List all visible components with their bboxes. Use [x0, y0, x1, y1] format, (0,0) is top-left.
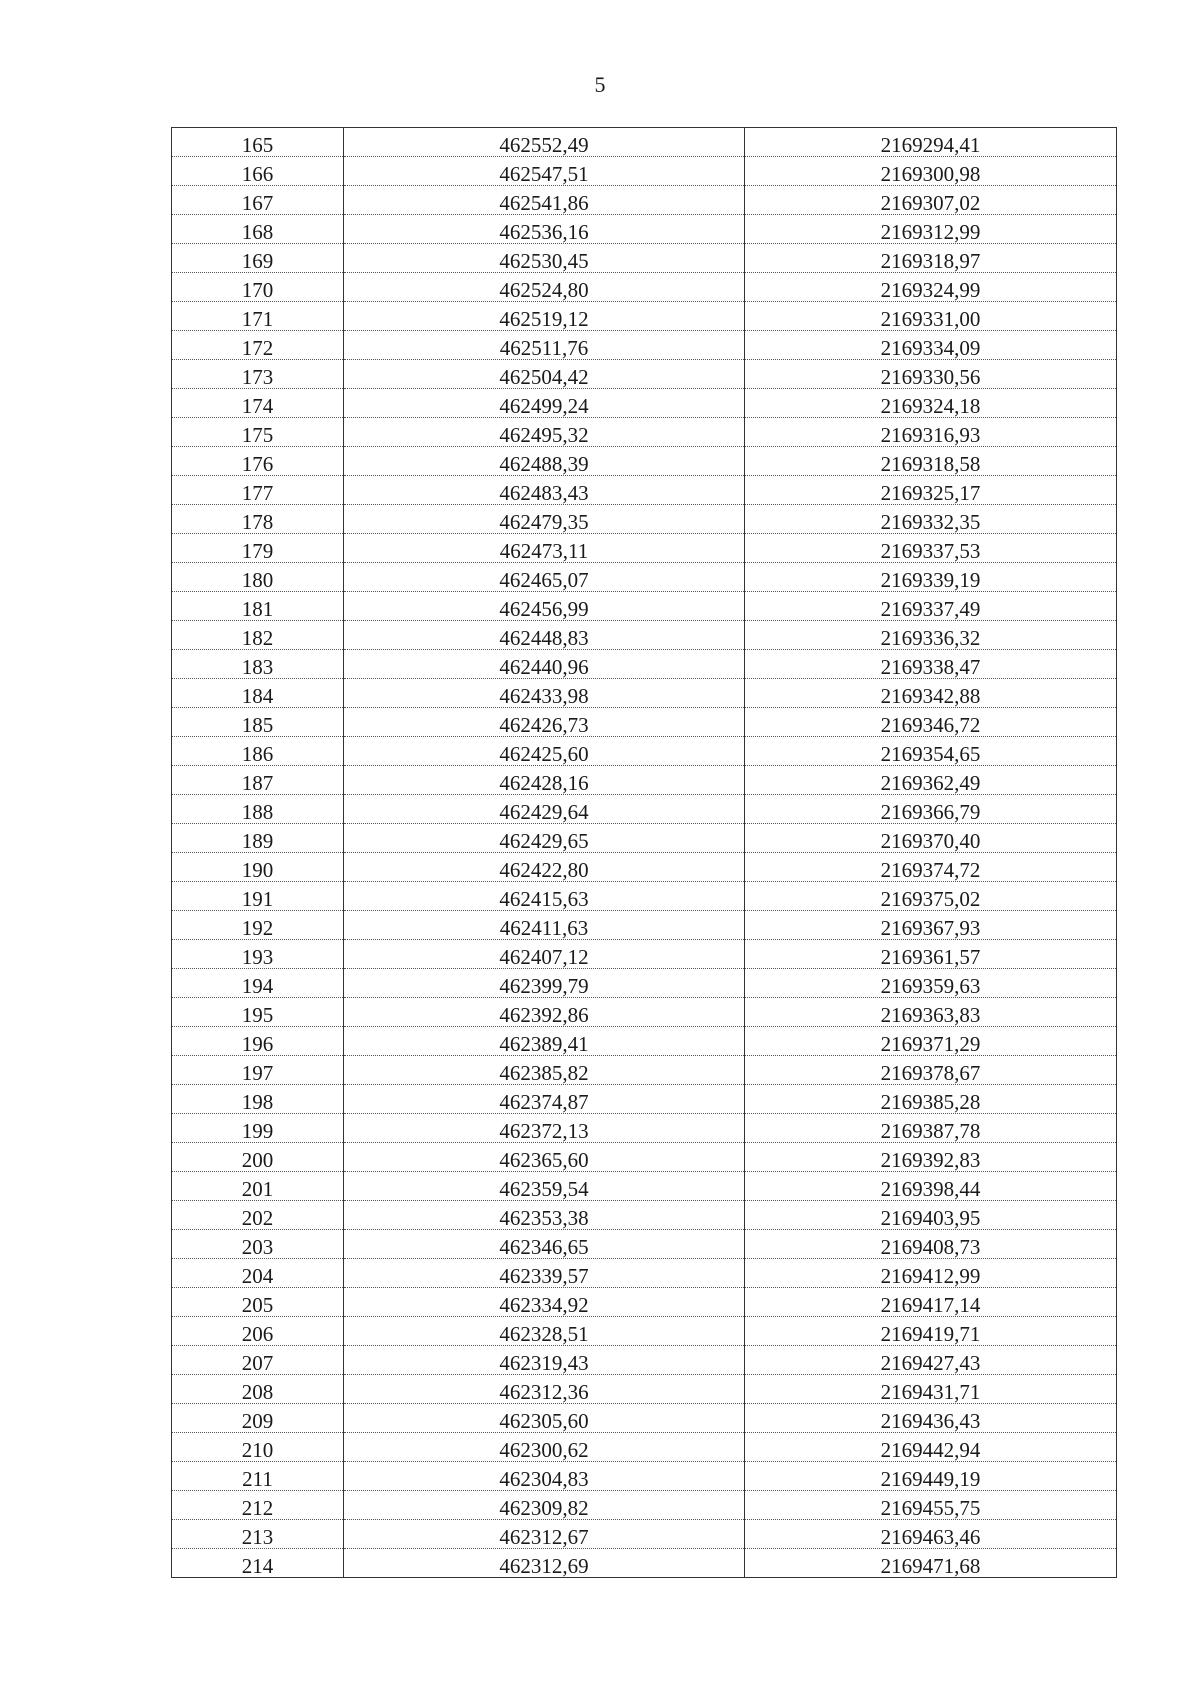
- y-coordinate-cell: 2169398,44: [745, 1172, 1117, 1201]
- x-coordinate-cell: 462319,43: [344, 1346, 745, 1375]
- table-row: [172, 302, 1117, 331]
- point-number-cell: 194: [172, 969, 344, 998]
- y-coordinate-cell: 2169463,46: [745, 1520, 1117, 1549]
- x-coordinate-cell: 462339,57: [344, 1259, 745, 1288]
- x-coordinate-cell: 462425,60: [344, 737, 745, 766]
- table-row: [172, 1375, 1117, 1404]
- y-coordinate-cell: 2169346,72: [745, 708, 1117, 737]
- y-coordinate-cell: 2169361,57: [745, 940, 1117, 969]
- table-row: [172, 1027, 1117, 1056]
- coordinates-table-body: [172, 128, 1117, 1578]
- point-number-cell: 167: [172, 186, 344, 215]
- y-coordinate-cell: 2169325,17: [745, 476, 1117, 505]
- table-row: [172, 1404, 1117, 1433]
- point-number-cell: 214: [172, 1549, 344, 1578]
- table-row: [172, 1172, 1117, 1201]
- table-row: [172, 940, 1117, 969]
- point-number-cell: 190: [172, 853, 344, 882]
- x-coordinate-cell: 462407,12: [344, 940, 745, 969]
- y-coordinate-cell: 2169337,53: [745, 534, 1117, 563]
- point-number-cell: 182: [172, 621, 344, 650]
- point-number-cell: 202: [172, 1201, 344, 1230]
- point-number-cell: 174: [172, 389, 344, 418]
- point-number-cell: 184: [172, 679, 344, 708]
- point-number-cell: 196: [172, 1027, 344, 1056]
- x-coordinate-cell: 462334,92: [344, 1288, 745, 1317]
- y-coordinate-cell: 2169431,71: [745, 1375, 1117, 1404]
- x-coordinate-cell: 462440,96: [344, 650, 745, 679]
- x-coordinate-cell: 462309,82: [344, 1491, 745, 1520]
- table-row: [172, 418, 1117, 447]
- point-number-cell: 170: [172, 273, 344, 302]
- table-row: [172, 331, 1117, 360]
- point-number-cell: 209: [172, 1404, 344, 1433]
- x-coordinate-cell: 462428,16: [344, 766, 745, 795]
- x-coordinate-cell: 462300,62: [344, 1433, 745, 1462]
- point-number-cell: 197: [172, 1056, 344, 1085]
- y-coordinate-cell: 2169362,49: [745, 766, 1117, 795]
- table-row: [172, 1201, 1117, 1230]
- x-coordinate-cell: 462305,60: [344, 1404, 745, 1433]
- table-row: [172, 447, 1117, 476]
- table-row: [172, 157, 1117, 186]
- y-coordinate-cell: 2169412,99: [745, 1259, 1117, 1288]
- table-row: [172, 592, 1117, 621]
- table-row: [172, 679, 1117, 708]
- point-number-cell: 205: [172, 1288, 344, 1317]
- y-coordinate-cell: 2169294,41: [745, 128, 1117, 157]
- x-coordinate-cell: 462530,45: [344, 244, 745, 273]
- y-coordinate-cell: 2169449,19: [745, 1462, 1117, 1491]
- point-number-cell: 186: [172, 737, 344, 766]
- coordinates-table: [171, 127, 1117, 1578]
- x-coordinate-cell: 462456,99: [344, 592, 745, 621]
- point-number-cell: 195: [172, 998, 344, 1027]
- point-number-cell: 185: [172, 708, 344, 737]
- table-row: [172, 882, 1117, 911]
- y-coordinate-cell: 2169324,18: [745, 389, 1117, 418]
- x-coordinate-cell: 462448,83: [344, 621, 745, 650]
- table-row: [172, 1230, 1117, 1259]
- point-number-cell: 179: [172, 534, 344, 563]
- x-coordinate-cell: 462365,60: [344, 1143, 745, 1172]
- y-coordinate-cell: 2169324,99: [745, 273, 1117, 302]
- x-coordinate-cell: 462399,79: [344, 969, 745, 998]
- y-coordinate-cell: 2169332,35: [745, 505, 1117, 534]
- table-row: [172, 1520, 1117, 1549]
- point-number-cell: 207: [172, 1346, 344, 1375]
- x-coordinate-cell: 462552,49: [344, 128, 745, 157]
- y-coordinate-cell: 2169387,78: [745, 1114, 1117, 1143]
- y-coordinate-cell: 2169337,49: [745, 592, 1117, 621]
- x-coordinate-cell: 462488,39: [344, 447, 745, 476]
- x-coordinate-cell: 462374,87: [344, 1085, 745, 1114]
- x-coordinate-cell: 462304,83: [344, 1462, 745, 1491]
- y-coordinate-cell: 2169312,99: [745, 215, 1117, 244]
- y-coordinate-cell: 2169367,93: [745, 911, 1117, 940]
- x-coordinate-cell: 462312,36: [344, 1375, 745, 1404]
- table-row: [172, 795, 1117, 824]
- x-coordinate-cell: 462372,13: [344, 1114, 745, 1143]
- y-coordinate-cell: 2169300,98: [745, 157, 1117, 186]
- x-coordinate-cell: 462359,54: [344, 1172, 745, 1201]
- table-row: [172, 1491, 1117, 1520]
- point-number-cell: 166: [172, 157, 344, 186]
- table-row: [172, 650, 1117, 679]
- x-coordinate-cell: 462346,65: [344, 1230, 745, 1259]
- y-coordinate-cell: 2169331,00: [745, 302, 1117, 331]
- table-row: [172, 1114, 1117, 1143]
- point-number-cell: 187: [172, 766, 344, 795]
- x-coordinate-cell: 462433,98: [344, 679, 745, 708]
- x-coordinate-cell: 462524,80: [344, 273, 745, 302]
- x-coordinate-cell: 462411,63: [344, 911, 745, 940]
- x-coordinate-cell: 462479,35: [344, 505, 745, 534]
- table-row: [172, 215, 1117, 244]
- y-coordinate-cell: 2169359,63: [745, 969, 1117, 998]
- point-number-cell: 188: [172, 795, 344, 824]
- x-coordinate-cell: 462426,73: [344, 708, 745, 737]
- table-row: [172, 766, 1117, 795]
- point-number-cell: 191: [172, 882, 344, 911]
- point-number-cell: 172: [172, 331, 344, 360]
- y-coordinate-cell: 2169455,75: [745, 1491, 1117, 1520]
- y-coordinate-cell: 2169307,02: [745, 186, 1117, 215]
- point-number-cell: 201: [172, 1172, 344, 1201]
- x-coordinate-cell: 462389,41: [344, 1027, 745, 1056]
- point-number-cell: 211: [172, 1462, 344, 1491]
- y-coordinate-cell: 2169378,67: [745, 1056, 1117, 1085]
- x-coordinate-cell: 462353,38: [344, 1201, 745, 1230]
- y-coordinate-cell: 2169366,79: [745, 795, 1117, 824]
- point-number-cell: 165: [172, 128, 344, 157]
- x-coordinate-cell: 462422,80: [344, 853, 745, 882]
- x-coordinate-cell: 462415,63: [344, 882, 745, 911]
- table-row: [172, 534, 1117, 563]
- x-coordinate-cell: 462392,86: [344, 998, 745, 1027]
- table-row: [172, 911, 1117, 940]
- point-number-cell: 183: [172, 650, 344, 679]
- y-coordinate-cell: 2169374,72: [745, 853, 1117, 882]
- table-row: [172, 186, 1117, 215]
- point-number-cell: 177: [172, 476, 344, 505]
- x-coordinate-cell: 462429,65: [344, 824, 745, 853]
- table-row: [172, 1143, 1117, 1172]
- table-row: [172, 128, 1117, 157]
- x-coordinate-cell: 462328,51: [344, 1317, 745, 1346]
- point-number-cell: 168: [172, 215, 344, 244]
- table-row: [172, 1085, 1117, 1114]
- table-row: [172, 1433, 1117, 1462]
- point-number-cell: 169: [172, 244, 344, 273]
- y-coordinate-cell: 2169318,58: [745, 447, 1117, 476]
- table-row: [172, 273, 1117, 302]
- point-number-cell: 210: [172, 1433, 344, 1462]
- table-row: [172, 505, 1117, 534]
- table-row: [172, 1462, 1117, 1491]
- point-number-cell: 206: [172, 1317, 344, 1346]
- y-coordinate-cell: 2169338,47: [745, 650, 1117, 679]
- point-number-cell: 193: [172, 940, 344, 969]
- table-row: [172, 621, 1117, 650]
- x-coordinate-cell: 462519,12: [344, 302, 745, 331]
- y-coordinate-cell: 2169316,93: [745, 418, 1117, 447]
- x-coordinate-cell: 462511,76: [344, 331, 745, 360]
- y-coordinate-cell: 2169363,83: [745, 998, 1117, 1027]
- point-number-cell: 171: [172, 302, 344, 331]
- point-number-cell: 208: [172, 1375, 344, 1404]
- y-coordinate-cell: 2169334,09: [745, 331, 1117, 360]
- point-number-cell: 203: [172, 1230, 344, 1259]
- y-coordinate-cell: 2169442,94: [745, 1433, 1117, 1462]
- y-coordinate-cell: 2169385,28: [745, 1085, 1117, 1114]
- point-number-cell: 178: [172, 505, 344, 534]
- point-number-cell: 213: [172, 1520, 344, 1549]
- table-row: [172, 389, 1117, 418]
- table-row: [172, 244, 1117, 273]
- y-coordinate-cell: 2169436,43: [745, 1404, 1117, 1433]
- x-coordinate-cell: 462429,64: [344, 795, 745, 824]
- page-number: 5: [594, 72, 606, 97]
- table-row: [172, 824, 1117, 853]
- point-number-cell: 192: [172, 911, 344, 940]
- table-row: [172, 1288, 1117, 1317]
- y-coordinate-cell: 2169336,32: [745, 621, 1117, 650]
- y-coordinate-cell: 2169371,29: [745, 1027, 1117, 1056]
- table-row: [172, 853, 1117, 882]
- point-number-cell: 200: [172, 1143, 344, 1172]
- x-coordinate-cell: 462536,16: [344, 215, 745, 244]
- x-coordinate-cell: 462495,32: [344, 418, 745, 447]
- y-coordinate-cell: 2169375,02: [745, 882, 1117, 911]
- y-coordinate-cell: 2169427,43: [745, 1346, 1117, 1375]
- y-coordinate-cell: 2169370,40: [745, 824, 1117, 853]
- table-row: [172, 476, 1117, 505]
- point-number-cell: 173: [172, 360, 344, 389]
- table-row: [172, 1549, 1117, 1578]
- y-coordinate-cell: 2169392,83: [745, 1143, 1117, 1172]
- y-coordinate-cell: 2169419,71: [745, 1317, 1117, 1346]
- point-number-cell: 176: [172, 447, 344, 476]
- table-row: [172, 998, 1117, 1027]
- x-coordinate-cell: 462541,86: [344, 186, 745, 215]
- point-number-cell: 181: [172, 592, 344, 621]
- y-coordinate-cell: 2169417,14: [745, 1288, 1117, 1317]
- table-row: [172, 737, 1117, 766]
- y-coordinate-cell: 2169408,73: [745, 1230, 1117, 1259]
- y-coordinate-cell: 2169471,68: [745, 1549, 1117, 1578]
- table-row: [172, 360, 1117, 389]
- point-number-cell: 204: [172, 1259, 344, 1288]
- y-coordinate-cell: 2169354,65: [745, 737, 1117, 766]
- point-number-cell: 199: [172, 1114, 344, 1143]
- table-row: [172, 1259, 1117, 1288]
- table-row: [172, 1346, 1117, 1375]
- point-number-cell: 180: [172, 563, 344, 592]
- y-coordinate-cell: 2169330,56: [745, 360, 1117, 389]
- point-number-cell: 198: [172, 1085, 344, 1114]
- x-coordinate-cell: 462504,42: [344, 360, 745, 389]
- table-row: [172, 969, 1117, 998]
- table-row: [172, 1056, 1117, 1085]
- x-coordinate-cell: 462483,43: [344, 476, 745, 505]
- x-coordinate-cell: 462499,24: [344, 389, 745, 418]
- table-row: [172, 708, 1117, 737]
- x-coordinate-cell: 462312,69: [344, 1549, 745, 1578]
- x-coordinate-cell: 462465,07: [344, 563, 745, 592]
- table-row: [172, 563, 1117, 592]
- y-coordinate-cell: 2169318,97: [745, 244, 1117, 273]
- point-number-cell: 189: [172, 824, 344, 853]
- y-coordinate-cell: 2169403,95: [745, 1201, 1117, 1230]
- x-coordinate-cell: 462473,11: [344, 534, 745, 563]
- table-row: [172, 1317, 1117, 1346]
- point-number-cell: 212: [172, 1491, 344, 1520]
- x-coordinate-cell: 462312,67: [344, 1520, 745, 1549]
- y-coordinate-cell: 2169342,88: [745, 679, 1117, 708]
- x-coordinate-cell: 462547,51: [344, 157, 745, 186]
- x-coordinate-cell: 462385,82: [344, 1056, 745, 1085]
- y-coordinate-cell: 2169339,19: [745, 563, 1117, 592]
- point-number-cell: 175: [172, 418, 344, 447]
